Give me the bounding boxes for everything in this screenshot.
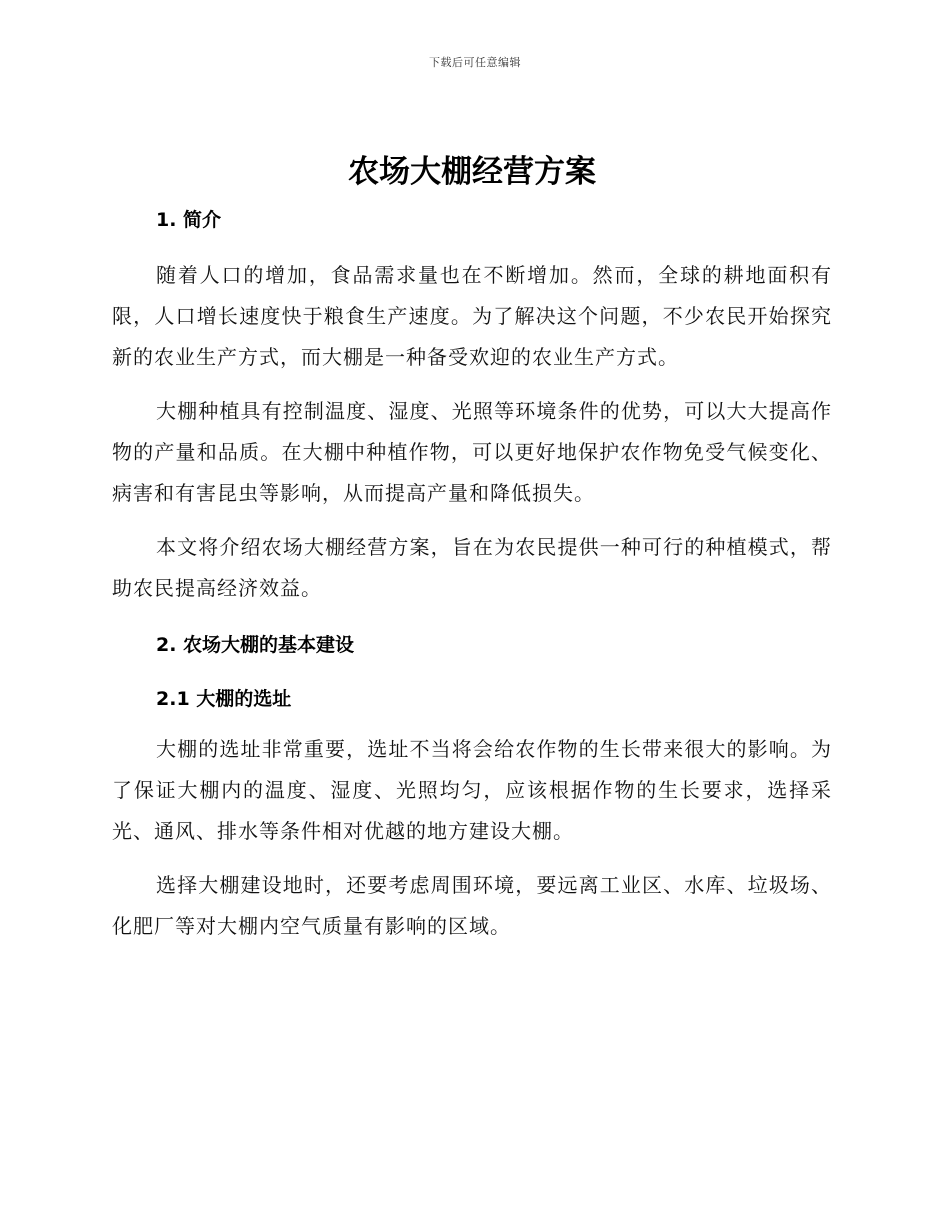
paragraph: 选择大棚建设地时，还要考虑周围环境，要远离工业区、水库、垃圾场、化肥厂等对大棚内空气质量有影响的区域。 (112, 873, 832, 938)
section-heading-intro: 1. 简介 (156, 209, 222, 231)
paragraph: 大棚的选址非常重要，选址不当将会给农作物的生长带来很大的影响。为了保证大棚内的温度、湿度、光照均匀，应该根据作物的生长要求，选择采光、通风、排水等条件相对优越的地方建设大棚。 (112, 737, 832, 843)
header-note: 下载后可任意编辑 (429, 56, 521, 69)
paragraph: 大棚种植具有控制温度、湿度、光照等环境条件的优势，可以大大提高作物的产量和品质。在大棚中种植作物，可以更好地保护农作物免受气候变化、病害和有害昆虫等影响，从而提高产量和降低损失。 (112, 399, 832, 505)
document-title: 农场大棚经营方案 (348, 154, 596, 190)
section-heading-construction: 2. 农场大棚的基本建设 (156, 634, 355, 656)
document-body (112, 150, 832, 947)
subsection-heading-site-selection: 2.1 大棚的选址 (156, 688, 292, 710)
paragraph: 本文将介绍农场大棚经营方案，旨在为农民提供一种可行的种植模式，帮助农民提高经济效益。 (112, 535, 832, 600)
paragraph: 随着人口的增加，食品需求量也在不断增加。然而，全球的耕地面积有限，人口增长速度快于粮食生产速度。为了解决这个问题，不少农民开始探究新的农业生产方式，而大棚是一种备受欢迎的农业生产方式。 (112, 263, 832, 369)
